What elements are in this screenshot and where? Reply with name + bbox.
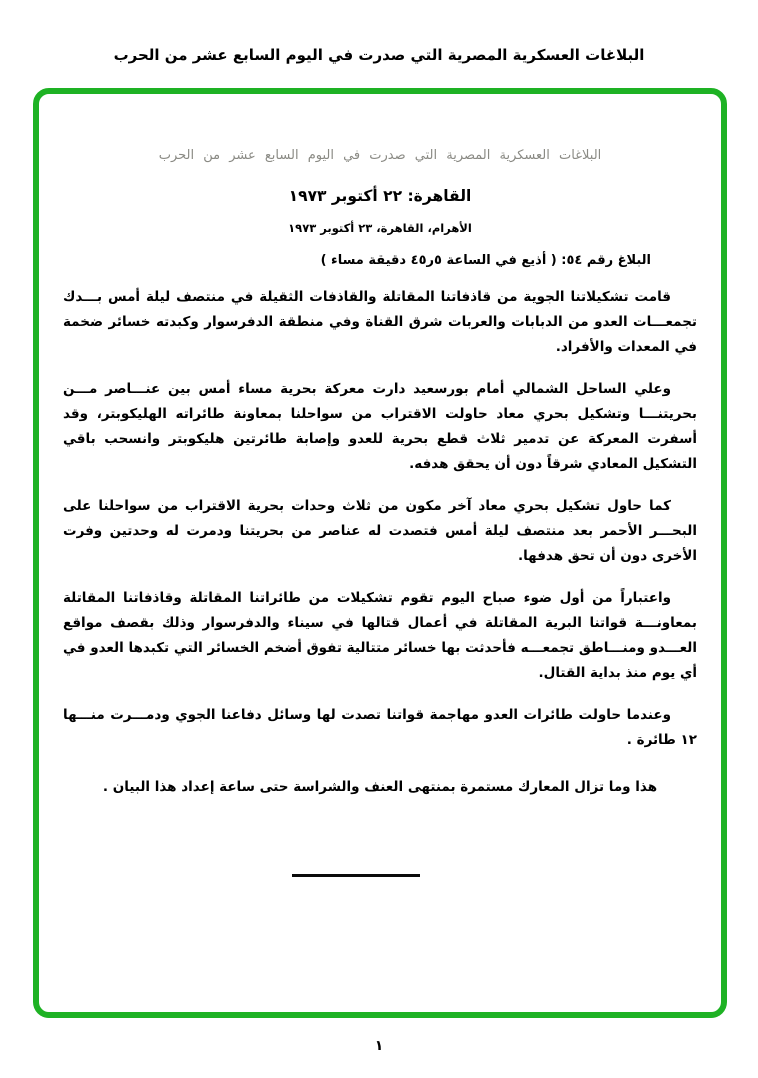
document-dateline: القاهرة: ٢٢ أكتوبر ١٩٧٣ xyxy=(288,187,472,205)
body-paragraph: وعلي الساحل الشمالي أمام بورسعيد دارت معركة بحرية مساء أمس بين عنـــاصر مـــن بحريتنـــا وتشكيل بحري معاد حاولت الاقتراب من سواحلنا بمعاونة طائراته الهليكوبتر، وقد أسفرت المعركة عن تدمير ثلاث قطع بحرية للعدو وإصابة طائرتين هليكوبتر وانسحب باقي التشكيل المعادي شرقاً دون أن يحقق هدفه. xyxy=(63,381,697,472)
document-body xyxy=(39,148,721,877)
paragraph-list xyxy=(63,285,697,800)
divider-rule xyxy=(292,874,420,877)
body-paragraph: واعتباراً من أول ضوء صباح اليوم تقوم تشكيلات من طائراتنا المقاتلة وقاذفاتنا المقاتلة بمعاونـــة قواتنا البرية المقاتلة في أعمال قتالها في سيناء والدفرسوار وذلك بقصف مواقع العـــدو ومنـــاطق تجمعـــه فأحدثت بها خسائر متتالية تفوق أضخم الخسائر التي تكبدها العدو في أي يوم منذ بداية القتال. xyxy=(63,590,697,681)
document-frame xyxy=(33,88,727,1018)
page-number: ١ xyxy=(374,1038,384,1054)
document-source-line: الأهرام، القاهرة، ٢٣ أكتوبر ١٩٧٣ xyxy=(288,221,472,235)
document-faded-title: البلاغات العسكرية المصرية التي صدرت في اليوم السابع عشر من الحرب xyxy=(158,148,602,163)
closing-line: هذا وما تزال المعارك مستمرة بمنتهى العنف والشراسة حتى ساعة إعداد هذا البيان . xyxy=(102,779,658,795)
body-paragraph: وعندما حاولت طائرات العدو مهاجمة قواتنا تصدت لها وسائل دفاعنا الجوي ودمـــرت منـــها ١٢ طائرة . xyxy=(63,707,697,748)
communique-number-heading: البلاغ رقم ٥٤: ( أذيع في الساعة ٥ر٤٥ دقيقة مساء ) xyxy=(320,253,651,268)
body-paragraph: قامت تشكيلاتنا الجوية من قاذفاتنا المقاتلة والقاذفات الثقيلة في منتصف ليلة أمس بـــدك تجمعـــات العدو من الدبابات والعربات شرق القناة وفي منطقة الدفرسوار وكبدته خسائر ضخمة في المعدات والأفراد. xyxy=(63,289,697,355)
body-paragraph: كما حاول تشكيل بحري معاد آخر مكون من ثلاث وحدات بحرية الاقتراب من سواحلنا على البحـــر الأحمر بعد منتصف ليلة أمس فتصدت له عناصر من بحريتنا ودمرت له وحدتين وفرت الأخرى دون أن تحق هدفها. xyxy=(63,498,697,564)
page-title: البلاغات العسكرية المصرية التي صدرت في اليوم السابع عشر من الحرب xyxy=(113,46,645,64)
